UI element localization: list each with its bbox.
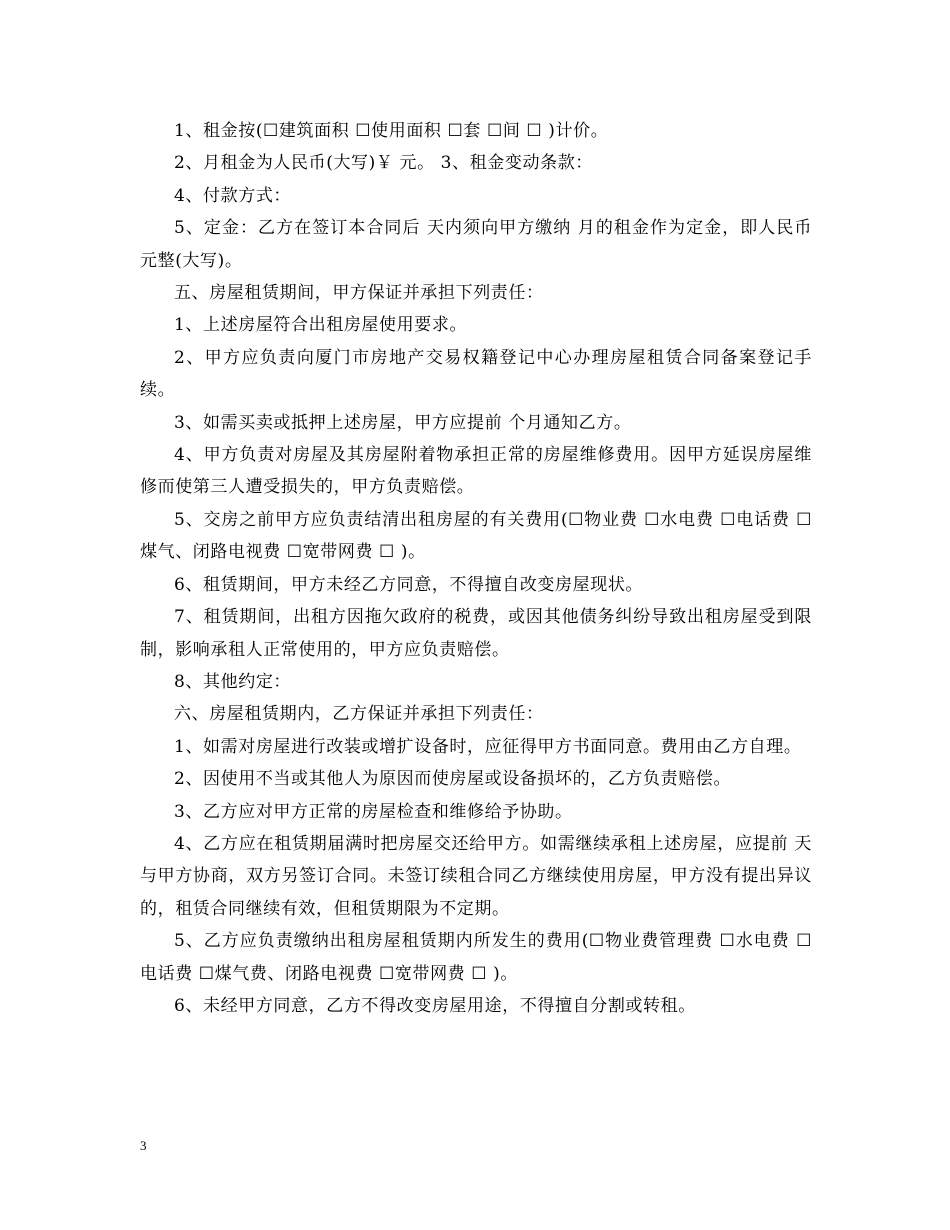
paragraph-lessee-duty-2: 2、因使用不当或其他人为原因而使房屋或设备损坏的，乙方负责赔偿。 [174, 769, 732, 790]
paragraph-lessor-duty-6: 6、租赁期间，甲方未经乙方同意，不得擅自改变房屋现状。 [174, 574, 644, 595]
paragraph-lessee-duty-4: 4、乙方应在租赁期届满时把房屋交还给甲方。如需继续承租上述房屋，应提前 天与甲方协商，双方另签订合同。未签订续租合同乙方继续使用房屋，甲方没有提出异议的，租赁合同继续有效，但租赁期限为不定期。 [140, 833, 812, 919]
paragraph-lessor-duty-5: 5、交房之前甲方应负责结清出租房屋的有关费用(☐物业费 ☐水电费 ☐电话费 ☐煤气、闭路电视费 ☐宽带网费 ☐ )。 [140, 509, 812, 563]
paragraph-lessor-duty-8: 8、其他约定： [174, 671, 292, 692]
paragraph-rent-basis: 1、租金按(☐建筑面积 ☐使用面积 ☐套 ☐间 ☐ )计价。 [174, 121, 609, 141]
paragraph-lessee-duty-1: 1、如需对房屋进行改装或增扩设备时，应征得甲方书面同意。费用由乙方自理。 [174, 736, 802, 757]
paragraph-lessor-duty-4: 4、甲方负责对房屋及其房屋附着物承担正常的房屋维修费用。因甲方延误房屋维修而使第三人遭受损失的，甲方负责赔偿。 [140, 445, 812, 498]
paragraph-lessee-duty-5: 5、乙方应负责缴纳出租房屋租赁期内所发生的费用(☐物业费管理费 ☐水电费 ☐电话费 ☐煤气费、闭路电视费 ☐宽带网费 ☐ )。 [140, 931, 812, 984]
paragraph-monthly-rent: 2、月租金为人民币(大写)￥ 元。 3、租金变动条款： [174, 153, 593, 174]
paragraph-deposit: 5、定金：乙方在签订本合同后 天内须向甲方缴纳 月的租金作为定金，即人民币 元整(大写)。 [140, 218, 812, 271]
paragraph-payment-method: 4、付款方式： [174, 185, 292, 206]
paragraph-lessor-duty-3: 3、如需买卖或抵押上述房屋，甲方应提前 个月通知乙方。 [174, 412, 632, 433]
section-heading-lessor-duties: 五、房屋租赁期间，甲方保证并承担下列责任： [174, 283, 544, 304]
paragraph-lessor-duty-7: 7、租赁期间，出租方因拖欠政府的税费，或因其他债务纠纷导致出租房屋受到限制，影响承租人正常使用的，甲方应负责赔偿。 [140, 607, 812, 660]
document-body [140, 115, 812, 1022]
section-heading-lessee-duties: 六、房屋租赁期内，乙方保证并承担下列责任： [174, 704, 544, 725]
paragraph-lessor-duty-2: 2、甲方应负责向厦门市房地产交易权籍登记中心办理房屋租赁合同备案登记手续。 [140, 347, 812, 401]
paragraph-lessee-duty-6: 6、未经甲方同意，乙方不得改变房屋用途，不得擅自分割或转租。 [174, 995, 696, 1016]
page-number: 3 [140, 1138, 147, 1153]
paragraph-lessor-duty-1: 1、上述房屋符合出租房屋使用要求。 [174, 315, 468, 336]
paragraph-lessee-duty-3: 3、乙方应对甲方正常的房屋检查和维修给予协助。 [174, 801, 573, 822]
